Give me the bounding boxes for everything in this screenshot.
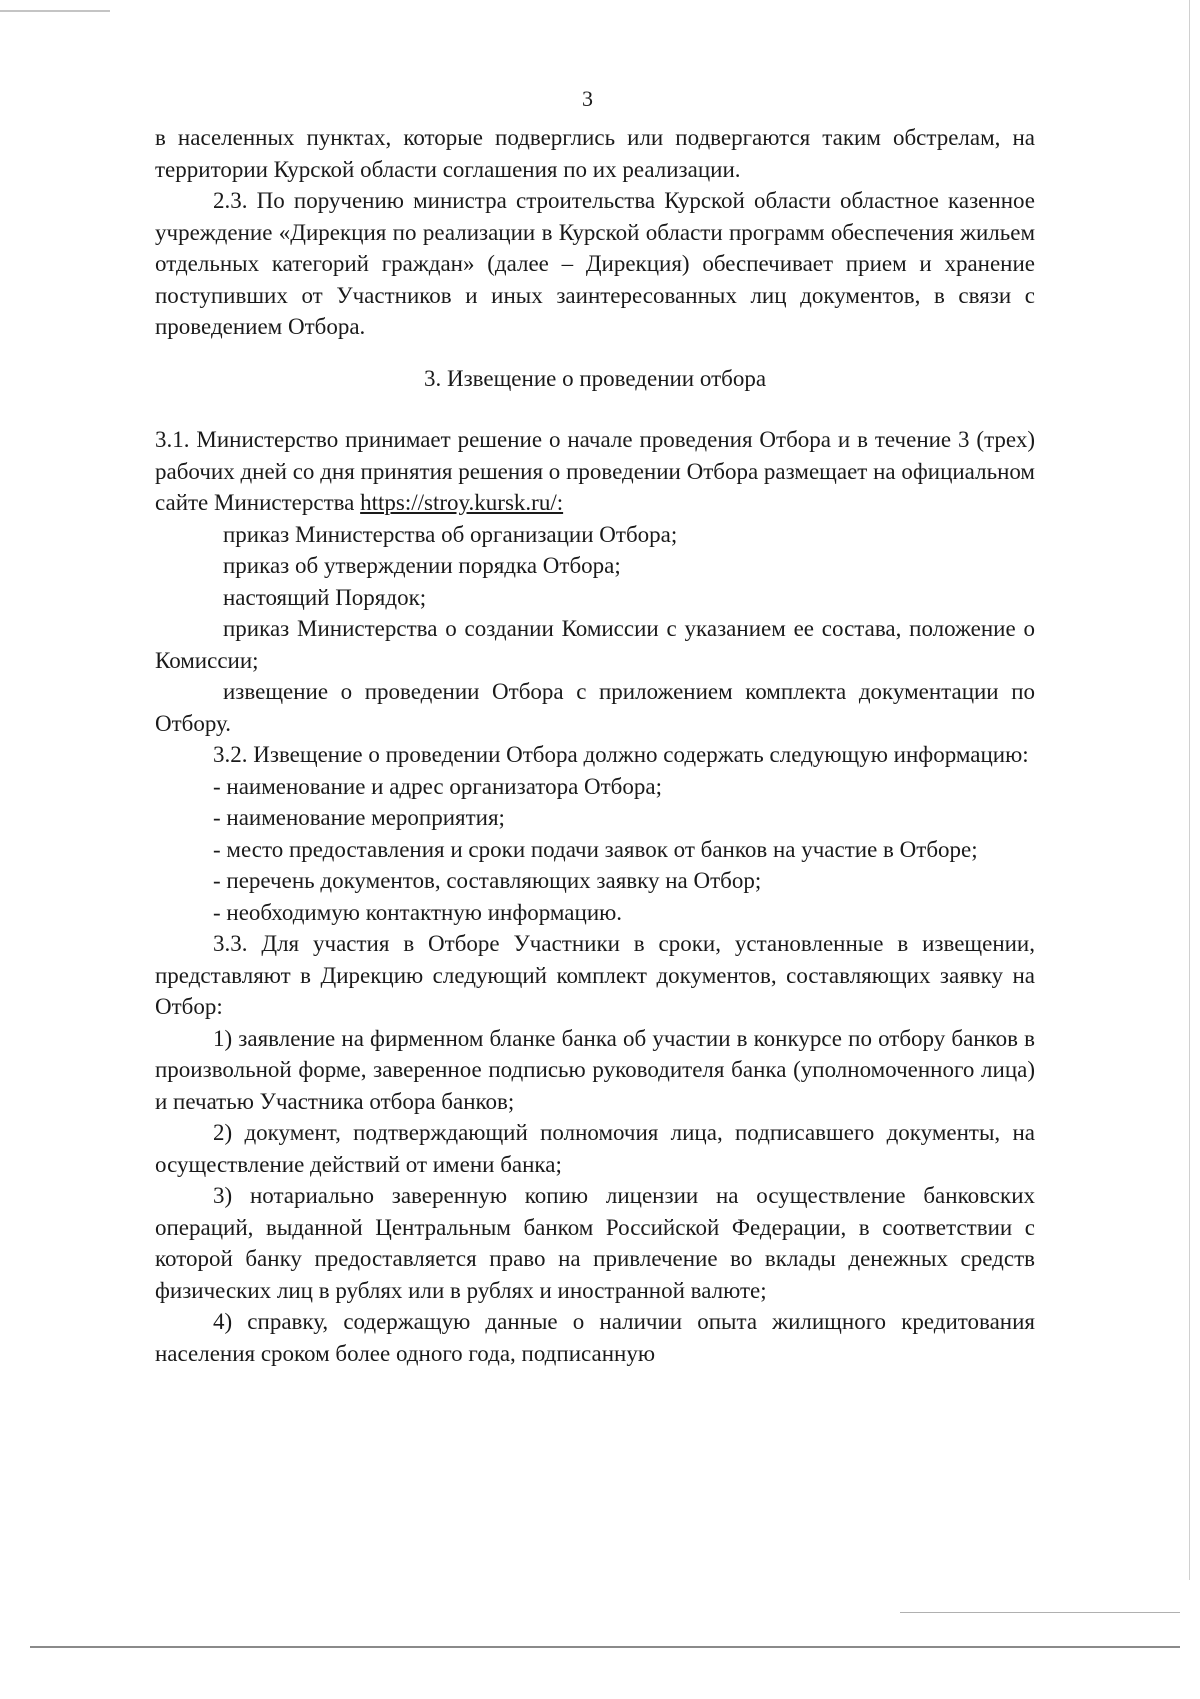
list-item: приказ об утверждении порядка Отбора; <box>223 553 621 578</box>
scan-artifact-top-left <box>0 10 110 12</box>
numbered-item: 3) нотариально заверенную копию лицензии на осуществление банковских операций, выданной Центральным банком Российской Федерации, в соответствии с которой банку предоставляется право на привлечение во вклады денежных средств физических лиц в рублях или в рублях и иностранной валюте; <box>155 1183 1035 1303</box>
paragraph-continuation: в населенных пунктах, которые подверглись или подвергаются таким обстрелам, на территории Курской области соглашения по их реализации. <box>155 125 1035 182</box>
dash-item: - наименование мероприятия; <box>213 805 505 830</box>
numbered-item: 1) заявление на фирменном бланке банка об участии в конкурсе по отбору банков в произвольной форме, заверенное подписью руководителя банка (уполномоченного лица) и печатью Участника отбора банков; <box>155 1025 1035 1114</box>
dash-item: - перечень документов, составляющих заявку на Отбор; <box>213 868 762 893</box>
scan-edge-bottom <box>30 1646 1180 1648</box>
scan-edge-right <box>1189 0 1190 1580</box>
dash-item: - необходимую контактную информацию. <box>213 899 623 925</box>
dash-item: - место предоставления и сроки подачи заявок от банков на участие в Отборе; <box>213 836 978 862</box>
ministry-site-link[interactable]: https://stroy.kursk.ru/: <box>360 490 564 515</box>
numbered-item: 2) документ, подтверждающий полномочия лица, подписавшего документы, на осуществление действий от имени банка; <box>155 1120 1035 1177</box>
page-number: 3 <box>582 86 593 111</box>
numbered-item: 4) справку, содержащую данные о наличии опыта жилищного кредитования населения сроком более одного года, подписанную <box>155 1309 1035 1366</box>
document-body <box>155 122 1035 1369</box>
dash-item: - наименование и адрес организатора Отбора; <box>213 773 662 799</box>
paragraph-3-3: 3.3. Для участия в Отборе Участники в сроки, установленные в извещении, представляют в Дирекцию следующий комплект документов, составляющих заявку на Отбор: <box>155 931 1035 1019</box>
list-item: настоящий Порядок; <box>223 584 427 610</box>
paragraph-3-1-text: 3.1. Министерство принимает решение о начале проведения Отбора и в течение 3 (трех) рабочих дней со дня принятия решения о проведении Отбора размещает на официальном сайте Министерства <box>155 427 1035 515</box>
paragraph-3-1 <box>155 424 1035 519</box>
paragraph-2-3: 2.3. По поручению министра строительства Курской области областное казенное учреждение «Дирекция по реализации в Курской области программ обеспечения жильем отдельных категорий граждан» (далее – Дирекция) обеспечивает прием и хранение поступивших от Участников и иных заинтересованных лиц документов, в связи с проведением Отбора. <box>155 188 1035 339</box>
scan-edge-bottom-inner <box>900 1612 1180 1613</box>
paragraph-3-2: 3.2. Извещение о проведении Отбора должно содержать следующую информацию: <box>213 742 1029 767</box>
list-item: приказ Министерства о создании Комиссии с указанием ее состава, положение о Комиссии; <box>155 616 1035 673</box>
section-heading: 3. Извещение о проведении отбора <box>423 365 767 391</box>
list-item: приказ Министерства об организации Отбора; <box>223 521 678 547</box>
list-item: извещение о проведении Отбора с приложением комплекта документации по Отбору. <box>155 679 1035 736</box>
